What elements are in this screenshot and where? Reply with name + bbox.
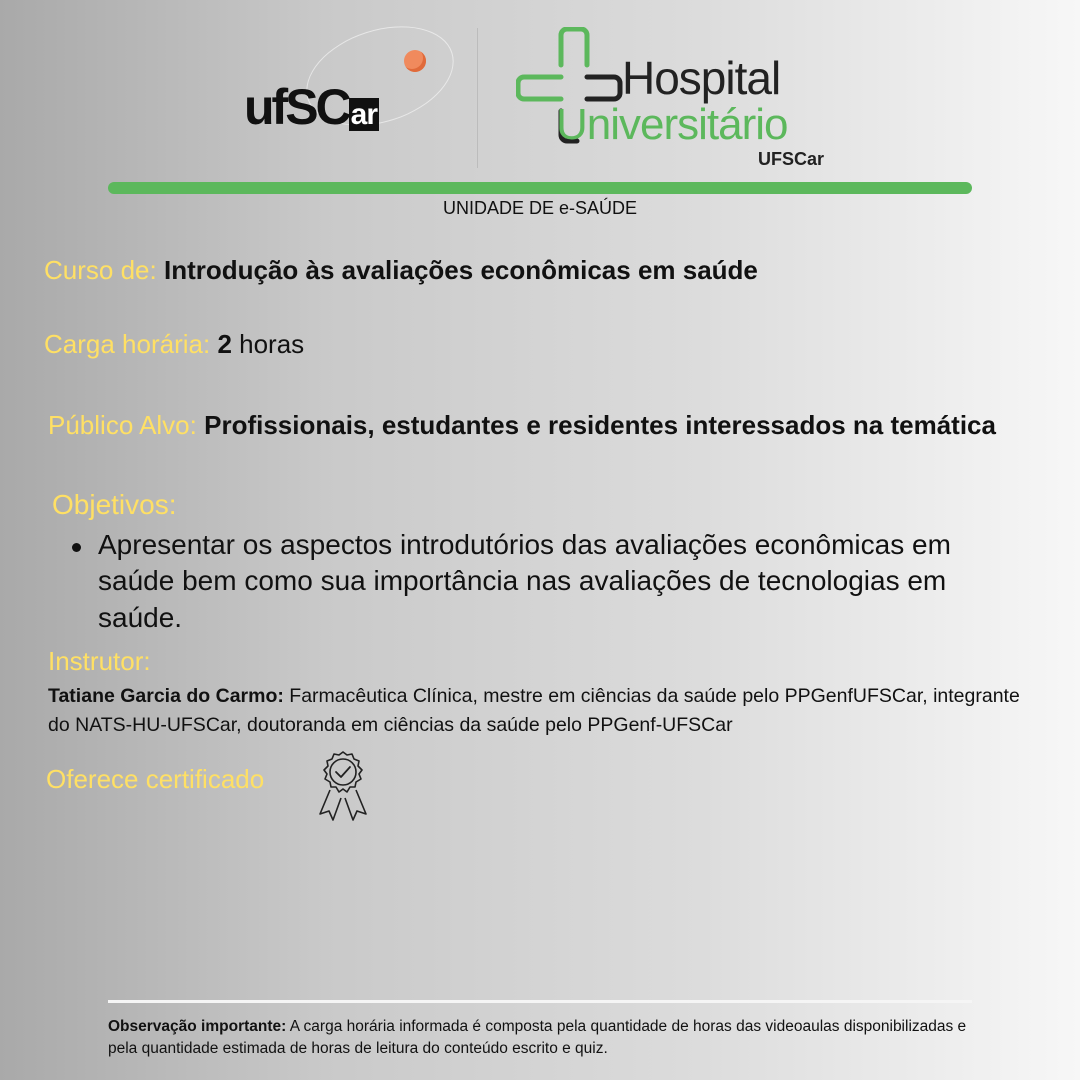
workload-line <box>44 326 304 362</box>
instructor-name: Tatiane Garcia do Carmo: <box>48 685 284 707</box>
header-divider <box>477 28 478 168</box>
workload-label: Carga horária: <box>44 329 211 359</box>
workload-number: 2 <box>217 329 232 359</box>
footer-label: Observação importante: <box>108 1018 287 1035</box>
bullet-icon <box>72 543 81 552</box>
hospital-universitario-logo <box>510 25 850 175</box>
audience-value: Profissionais, estudantes e residentes interessados na temática <box>204 410 996 440</box>
course-title: Introdução às avaliações econômicas em saúde <box>163 255 758 285</box>
objective-text: Apresentar os aspectos introdutórios das avaliações econômicas em saúde bem como sua importância nas avaliações de tecnologias em saúde. <box>98 529 951 633</box>
certificate-label: Oferece certificado <box>46 764 265 794</box>
ufscar-logo-wordmark: ufSCar <box>244 79 378 135</box>
workload-unit: horas <box>239 329 305 359</box>
course-line <box>44 252 758 288</box>
header-green-bar <box>108 182 972 194</box>
certificate-ribbon-icon <box>316 750 370 822</box>
logo-hospital-text: Hospital <box>622 52 781 104</box>
audience-block <box>48 407 1008 443</box>
ufscar-logo <box>244 30 444 140</box>
list-item <box>98 527 1018 636</box>
audience-label: Público Alvo: <box>48 410 197 440</box>
logo-sc-text: SC <box>285 79 349 135</box>
logo-universitario-text: Universitário <box>556 100 788 149</box>
instructor-label: Instrutor: <box>48 646 151 676</box>
logo-ar-text: ar <box>350 98 378 131</box>
unit-name: UNIDADE DE e-SAÚDE <box>442 198 638 218</box>
logo-ufscar-text: UFSCar <box>758 149 825 169</box>
footer-text: A carga horária informada é composta pela quantidade de horas das videoaulas disponibilizadas e pela quantidade estimada de horas de leitura do conteúdo escrito e quiz. <box>108 1018 967 1058</box>
footer-divider <box>108 1000 972 1003</box>
objectives-label: Objetivos: <box>52 489 177 520</box>
objectives-list <box>98 527 1018 636</box>
instructor-bio-block <box>48 682 1038 741</box>
instructor-bio: Farmacêutica Clínica, mestre em ciências da saúde pelo PPGenfUFSCar, integrante do NATS-HU-UFSCar, doutoranda em ciências da saúde pelo PPGenf-UFSCar <box>48 685 1020 737</box>
course-label: Curso de: <box>44 255 157 285</box>
logo-orange-dot <box>404 50 426 72</box>
footer-note <box>108 1016 978 1061</box>
